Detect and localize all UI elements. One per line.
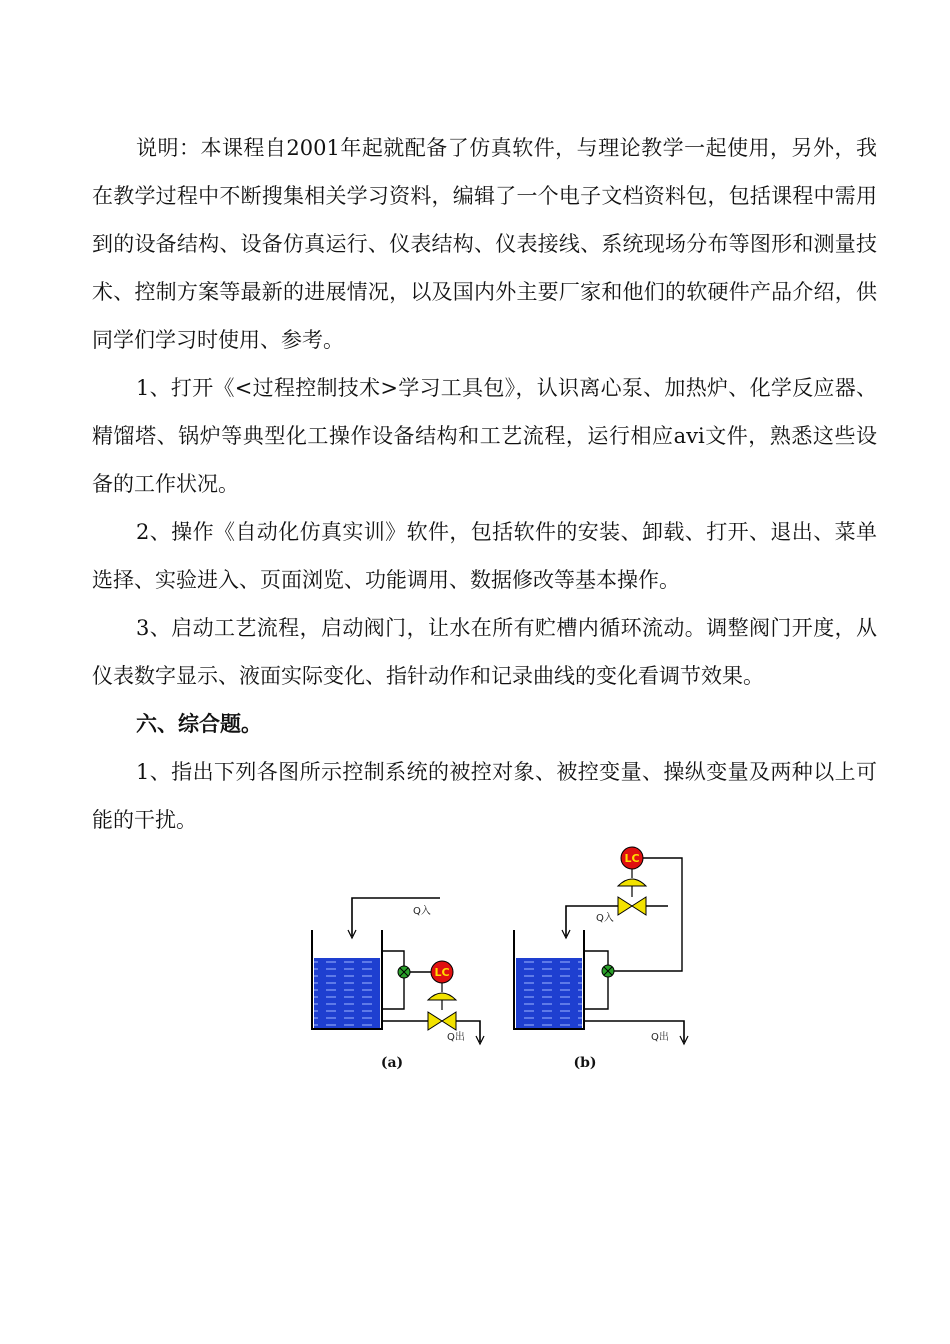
signal-line-b bbox=[614, 858, 682, 971]
diagram-b bbox=[514, 847, 688, 1071]
intro-paragraph: 说明：本课程自2001年起就配备了仿真软件，与理论教学一起使用，另外，我在教学过程中不断搜集相关学习资料，编辑了一个电子文档资料包，包括课程中需用到的设备结构、设备仿真运行、仪表结构、仪表接线、系统现场分布等图形和测量技术、控制方案等最新的进展情况，以及国内外主要厂家和他们的软硬件产品介绍，供同学们学习时使用、参考。 bbox=[92, 136, 877, 352]
inflow-label-b: Q入 bbox=[596, 913, 614, 924]
controller-label-b: LC bbox=[624, 852, 640, 865]
valve-actuator-a-icon bbox=[428, 993, 456, 1000]
question-1-paragraph: 1、指出下列各图所示控制系统的被控对象、被控变量、操纵变量及两种以上可能的干扰。 bbox=[92, 760, 877, 832]
control-valve-b-icon bbox=[618, 897, 646, 915]
section-heading: 六、综合题。 bbox=[136, 711, 262, 736]
item-2-paragraph: 2、操作《自动化仿真实训》软件，包括软件的安装、卸载、打开、退出、菜单选择、实验进入、页面浏览、功能调用、数据修改等基本操作。 bbox=[92, 520, 877, 592]
control-system-figure bbox=[300, 840, 700, 1080]
caption-b: (b) bbox=[573, 1055, 597, 1071]
figure-svg bbox=[300, 840, 700, 1080]
valve-actuator-b-icon bbox=[618, 879, 646, 886]
outflow-pipe-b bbox=[584, 1021, 684, 1042]
inflow-label-a: Q入 bbox=[413, 906, 431, 917]
item-1-paragraph: 1、打开《<过程控制技术>学习工具包》，认识离心泵、加热炉、化学反应器、精馏塔、锅炉等典型化工操作设备结构和工艺流程，运行相应avi文件，熟悉这些设备的工作状况。 bbox=[92, 376, 877, 496]
controller-label-a: LC bbox=[434, 966, 450, 979]
item-3-paragraph: 3、启动工艺流程，启动阀门，让水在所有贮槽内循环流动。调整阀门开度，从仪表数字显示、液面实际变化、指针动作和记录曲线的变化看调节效果。 bbox=[92, 616, 877, 688]
outflow-label-b: Q出 bbox=[651, 1032, 669, 1043]
diagram-a bbox=[312, 898, 484, 1071]
control-valve-a-icon bbox=[428, 1012, 456, 1030]
caption-a: (a) bbox=[380, 1055, 404, 1071]
outflow-label-a: Q出 bbox=[447, 1032, 465, 1043]
level-tap-a bbox=[382, 951, 404, 1009]
level-tap-b bbox=[584, 951, 608, 1009]
inflow-pipe-a bbox=[352, 898, 440, 936]
